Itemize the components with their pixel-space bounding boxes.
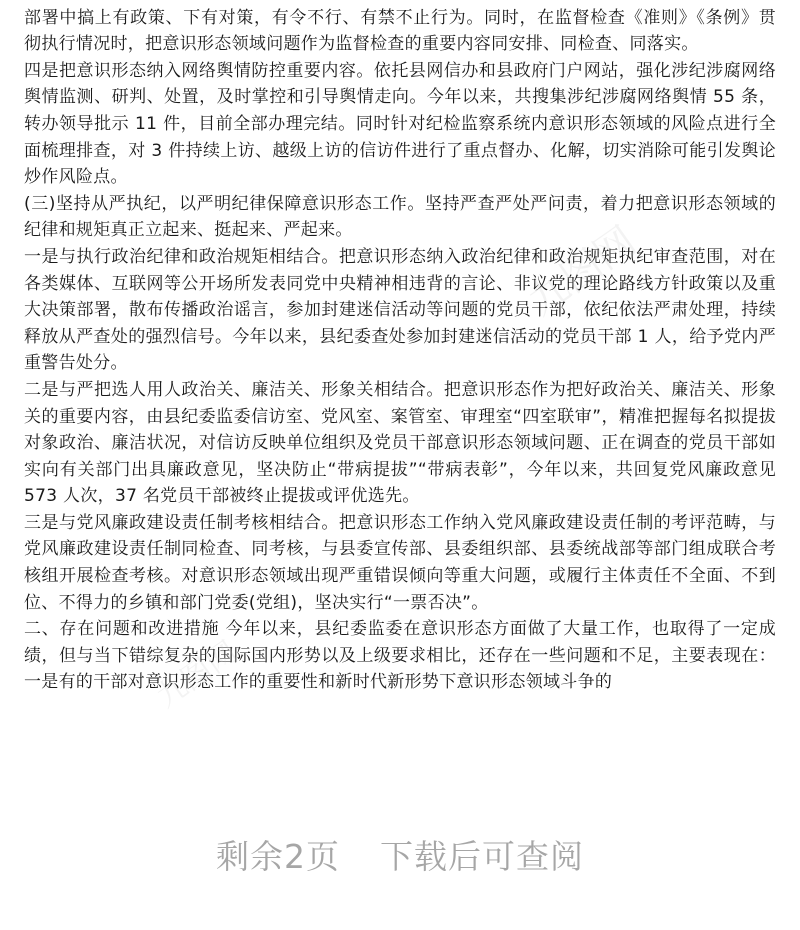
- paragraph-7: 二、存在问题和改进措施 今年以来，县纪委监委在意识形态方面做了大量工作，也取得了一定成绩，但与当下错综复杂的国际国内形势以及上级要求相比，还存在一些问题和不足，主要表现在：一是有的干部对意识形态工作的重要性和新时代新形势下意识形态领域斗争的: [24, 619, 776, 693]
- paragraph-1: 部署中搞上有政策、下有对策，有令不行、有禁不止行为。同时，在监督检查《准则》《条例》贯彻执行情况时，把意识形态领域问题作为监督检查的重要内容同安排、同检查、同落实。: [24, 7, 776, 55]
- paragraph-2: 四是把意识形态纳入网络舆情防控重要内容。依托县网信办和县政府门户网站，强化涉纪涉腐网络舆情监测、研判、处置，及时掌控和引导舆情走向。今年以来，共搜集涉纪涉腐网络舆情 55 条，转办领导批示 11 件，目前全部办理完结。同时针对纪检监察系统内意识形态领域的风险点进行全面梳理排查，对 3 件持续上访、越级上访的信访件进行了重点督办、化解，切实消除可能引发舆论炒作风险点。: [24, 60, 776, 188]
- paragraph-4: 一是与执行政治纪律和政治规矩相结合。把意识形态纳入政治纪律和政治规矩执纪审查范围，对在各类媒体、互联网等公开场所发表同党中央精神相违背的言论、非议党的理论路线方针政策以及重大决策部署，散布传播政治谣言，参加封建迷信活动等问题的党员干部，依纪依法严肃处理，持续释放从严查处的强烈信号。今年以来，县纪委查处参加封建迷信活动的党员干部 1 人，给予党内严重警告处分。: [24, 246, 776, 374]
- paragraph-5: 二是与严把选人用人政治关、廉洁关、形象关相结合。把意识形态作为把好政治关、廉洁关、形象关的重要内容，由县纪委监委信访室、党风室、案管室、审理室“四室联审”，精准把握每名拟提拔对象政治、廉洁状况，对信访反映单位组织及党员干部意识形态领域问题、正在调查的党员干部如实向有关部门出具廉政意见，坚决防止“带病提拔”“带病表彰”，今年以来，共回复党风廉政意见 573 人次，37 名党员干部被终止提拔或评优选先。: [24, 379, 776, 507]
- watermark: 九图网: [519, 218, 645, 325]
- document-body: [24, 0, 776, 696]
- remaining-pages-label: 剩余2页: [216, 836, 340, 876]
- download-prompt-banner[interactable]: [0, 826, 800, 882]
- paragraph-6: 三是与党风廉政建设责任制考核相结合。把意识形态工作纳入党风廉政建设责任制的考评范畴，与党风廉政建设责任制同检查、同考核，与县委宣传部、县委组织部、县委统战部等部门组成联合考核组开展检查考核。对意识形态领域出现严重错误倾向等重大问题，或履行主体责任不全面、不到位、不得力的乡镇和部门党委(党组)，坚决实行“一票否决”。: [24, 512, 776, 613]
- watermark: 九图网: [150, 634, 244, 716]
- paragraph-3: (三)坚持从严执纪，以严明纪律保障意识形态工作。坚持严查严处严问责，着力把意识形态领域的纪律和规矩真正立起来、挺起来、严起来。: [24, 193, 776, 241]
- download-hint-label: 下载后可查阅: [380, 836, 584, 876]
